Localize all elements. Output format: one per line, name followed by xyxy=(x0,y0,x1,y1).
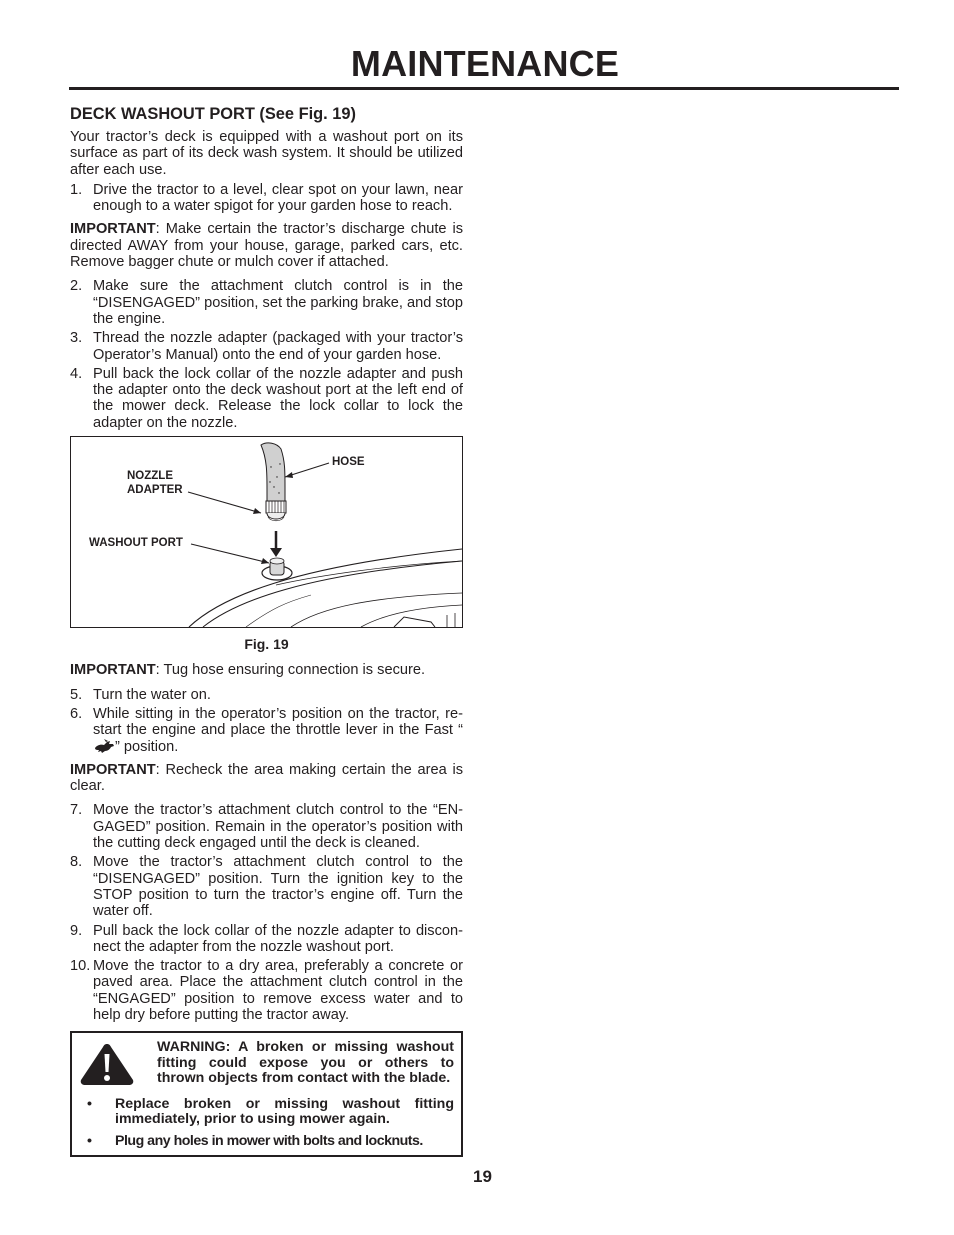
warning-bullet-text: Replace broken or missing washout fitting immediately, prior to using mower again. xyxy=(115,1095,454,1128)
nozzle-label-line-2: ADAPTER xyxy=(127,484,183,497)
step-item xyxy=(70,687,463,703)
step-text: Make sure the attachment clutch control is in the “DISENGAGED” position, set the parking brake, and stop the engine. xyxy=(93,278,463,327)
figure-19 xyxy=(70,436,463,628)
step-item xyxy=(70,366,463,431)
title-rule xyxy=(69,87,899,90)
important-label: IMPORTANT xyxy=(70,221,156,238)
important-text: : Recheck the area making certain the area is clear. xyxy=(70,761,463,795)
step-item xyxy=(70,706,463,755)
figure-caption: Fig. 19 xyxy=(244,636,289,653)
hose-shape xyxy=(261,443,285,501)
step-number: 5. xyxy=(70,686,83,703)
step-text: Move the tractor’s attachment clutch control to the “EN-GAGED” position. Remain in the operator’s position with the cutting deck engaged until the deck is cleaned. xyxy=(93,802,463,852)
step-item xyxy=(70,958,463,1023)
step-number: 7. xyxy=(70,802,83,819)
important-text: : Tug hose ensuring connection is secure. xyxy=(155,662,426,679)
step-number: 8. xyxy=(70,854,83,871)
step-text: Thread the nozzle adapter (packaged with your tractor’s Operator’s Manual) onto the end of your garden hose. xyxy=(93,330,463,363)
important-label: IMPORTANT xyxy=(70,662,156,679)
warning-bullet xyxy=(79,1097,454,1128)
important-text: : Make certain the tractor’s discharge chute is directed AWAY from your house, garage, parked cars, etc. Remove bagger chute or mulch cover if attached. xyxy=(70,221,463,271)
step-text: Turn the water on. xyxy=(93,686,211,703)
step-number: 9. xyxy=(70,922,83,939)
warning-bullet xyxy=(79,1134,454,1150)
step-number: 3. xyxy=(70,330,83,347)
step-item xyxy=(70,330,463,363)
step-item xyxy=(70,923,463,956)
page-number: 19 xyxy=(473,1167,492,1186)
step-number: 4. xyxy=(70,365,83,382)
step-text: Pull back the lock collar of the nozzle adapter and push the adapter onto the deck washout port at the left end of the mower deck. Release the lock collar to lock the adapter on the nozzle. xyxy=(93,365,463,431)
step-item xyxy=(70,182,463,215)
step-number: 1. xyxy=(70,181,83,198)
bullet-dot: • xyxy=(87,1095,92,1112)
important-label: IMPORTANT xyxy=(70,761,156,778)
page-title: MAINTENANCE xyxy=(350,43,620,84)
step-number: 2. xyxy=(70,278,83,295)
main-column xyxy=(70,104,463,1157)
step-number: 10. xyxy=(70,958,91,975)
step-text: Move the tractor’s attachment clutch control to the “DISENGAGED” position. Turn the ignition key to the STOP position to turn the tractor’s engine off. Turn the water off. xyxy=(93,854,463,920)
deck-washout-illustration xyxy=(71,437,462,627)
warning-text: WARNING: A broken or missing washout fitting could expose you or others to thrown objects from contact with the blade. xyxy=(157,1039,454,1087)
warning-box xyxy=(70,1031,463,1157)
step-number: 6. xyxy=(70,705,83,722)
step-text: Move the tractor to a dry area, preferably a concrete or paved area. Place the attachment clutch control in the “ENGAGED” position to remove excess water and to help dry before putting the tractor away. xyxy=(93,958,463,1023)
step-6-text-after: ” position. xyxy=(115,738,179,755)
important-note xyxy=(70,762,463,795)
intro-paragraph: Your tractor’s deck is equipped with a washout port on its surface as part of its deck wash system. It should be utilized after each use. xyxy=(70,129,463,178)
warning-bullet-text: Plug any holes in mower with bolts and locknuts. xyxy=(115,1132,423,1149)
important-note xyxy=(70,221,463,270)
warning-exclamation-icon xyxy=(79,1040,157,1091)
rabbit-fast-icon xyxy=(93,739,115,754)
step-text xyxy=(93,706,463,755)
bullet-dot: • xyxy=(87,1132,92,1149)
step-text: Pull back the lock collar of the nozzle adapter to discon-nect the adapter from the nozzle washout port. xyxy=(93,922,463,955)
step-item xyxy=(70,802,463,851)
washout-port-label: WASHOUT PORT xyxy=(89,537,183,550)
hose-label: HOSE xyxy=(332,456,365,469)
important-note xyxy=(70,662,463,678)
step-item xyxy=(70,854,463,919)
nozzle-label-line-1: NOZZLE xyxy=(127,470,173,483)
step-item xyxy=(70,278,463,327)
section-heading: DECK WASHOUT PORT (See Fig. 19) xyxy=(70,105,356,123)
step-6-text-before: While sitting in the operator’s position on the tractor, re-start the engine and place the throttle lever in the Fast “ xyxy=(93,705,463,739)
step-text: Drive the tractor to a level, clear spot on your lawn, near enough to a water spigot for your garden hose to reach. xyxy=(93,181,463,215)
